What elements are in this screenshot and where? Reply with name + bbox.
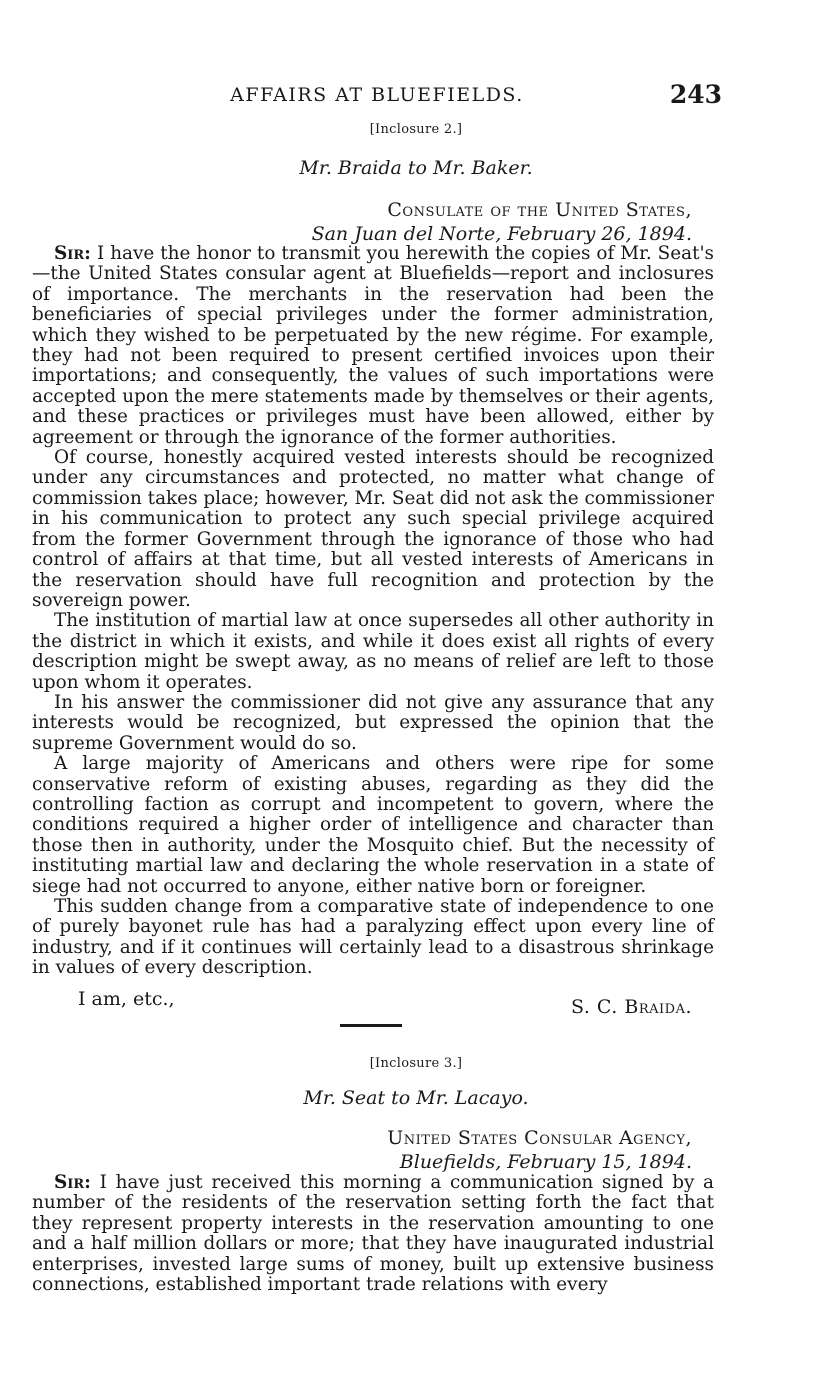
address-place-date: Bluefields, February 15, 1894. (399, 1151, 692, 1173)
paragraph-text: I have the honor to transmit you herewith the copies of Mr. Seat's—the United States consular agent at Bluefields—report and inclosures of importance. The merchants in the reservation had been the beneficiaries of special privileges under the former administration, which they wished to be perpetuated by the new régime. For example, they had not been required to present certified invoices upon their importations; and consequently, the values of such importations were accepted upon the mere statements made by themselves or their agents, and these practices or privileges must have been allowed, either by agreement or through the ignorance of the former authorities. (32, 243, 714, 448)
paragraph (32, 1173, 714, 1295)
paragraph: In his answer the commissioner did not give any assurance that any interests would be recognized, but expressed the opinion that the supreme Government would do so. (32, 691, 714, 754)
letter-body-2 (32, 1173, 714, 1295)
inclosure-label-2: [Inclosure 2.] (369, 122, 463, 137)
paragraph: This sudden change from a comparative state of independence to one of purely bayonet rule has had a paralyzing effect upon every line of industry, and if it continues will certainly lead to a disastrous shrinkage in values of every description. (32, 896, 714, 979)
salutation: Sir: (54, 243, 91, 264)
letter-closing: I am, etc., (78, 988, 175, 1010)
paragraph: A large majority of Americans and others were ripe for some conservative reform of existing abuses, regarding as they did the controlling faction as corrupt and incompetent to govern, where the conditions required a higher order of intelligence and character than those then in authority, under the Mosquito chief. But the necessity of instituting martial law and declaring the whole reservation in a state of siege had not occurred to anyone, either native born or foreigner. (32, 753, 714, 897)
section-divider (340, 1024, 402, 1027)
letter-title-braida-to-baker: Mr. Braida to Mr. Baker. (299, 157, 533, 179)
letter-title-seat-to-lacayo: Mr. Seat to Mr. Lacayo. (303, 1087, 529, 1109)
address-place-date: San Juan del Norte, February 26, 1894. (311, 223, 692, 245)
paragraph: Of course, honestly acquired vested interests should be recognized under any circumstances and protected, no matter what change of commission takes place; however, Mr. Seat did not ask the commissioner in his communication to protect any such special privilege acquired from the former Government through the ignorance of those who had control of affairs at that time, but all vested interests of Americans in the reservation should have full recognition and protection by the sovereign power. (32, 447, 714, 611)
address-organization: United States Consular Agency, (387, 1127, 692, 1149)
running-title: AFFAIRS AT BLUEFIELDS. (230, 84, 524, 106)
salutation: Sir: (54, 1172, 91, 1193)
paragraph-text: I have just received this morning a communication signed by a number of the residents of the reservation setting forth the fact that they represent property interests in the reservation amounting to one and a half million dollars or more; that they have inaugurated industrial enterprises, invested large sums of money, built up extensive business connections, established important trade relations with every (32, 1172, 714, 1296)
page-number: 243 (669, 80, 722, 109)
letter-signature: S. C. Braida. (571, 996, 692, 1018)
letter-address-1 (312, 198, 692, 246)
paragraph (32, 244, 714, 448)
inclosure-label-3: [Inclosure 3.] (369, 1056, 463, 1071)
letter-address-2 (387, 1126, 692, 1174)
address-organization: Consulate of the United States, (387, 199, 692, 221)
letter-body-1 (32, 244, 714, 979)
paragraph: The institution of martial law at once supersedes all other authority in the district in which it exists, and while it does exist all rights of every description might be swept away, as no means of relief are left to those upon whom it operates. (32, 610, 714, 693)
